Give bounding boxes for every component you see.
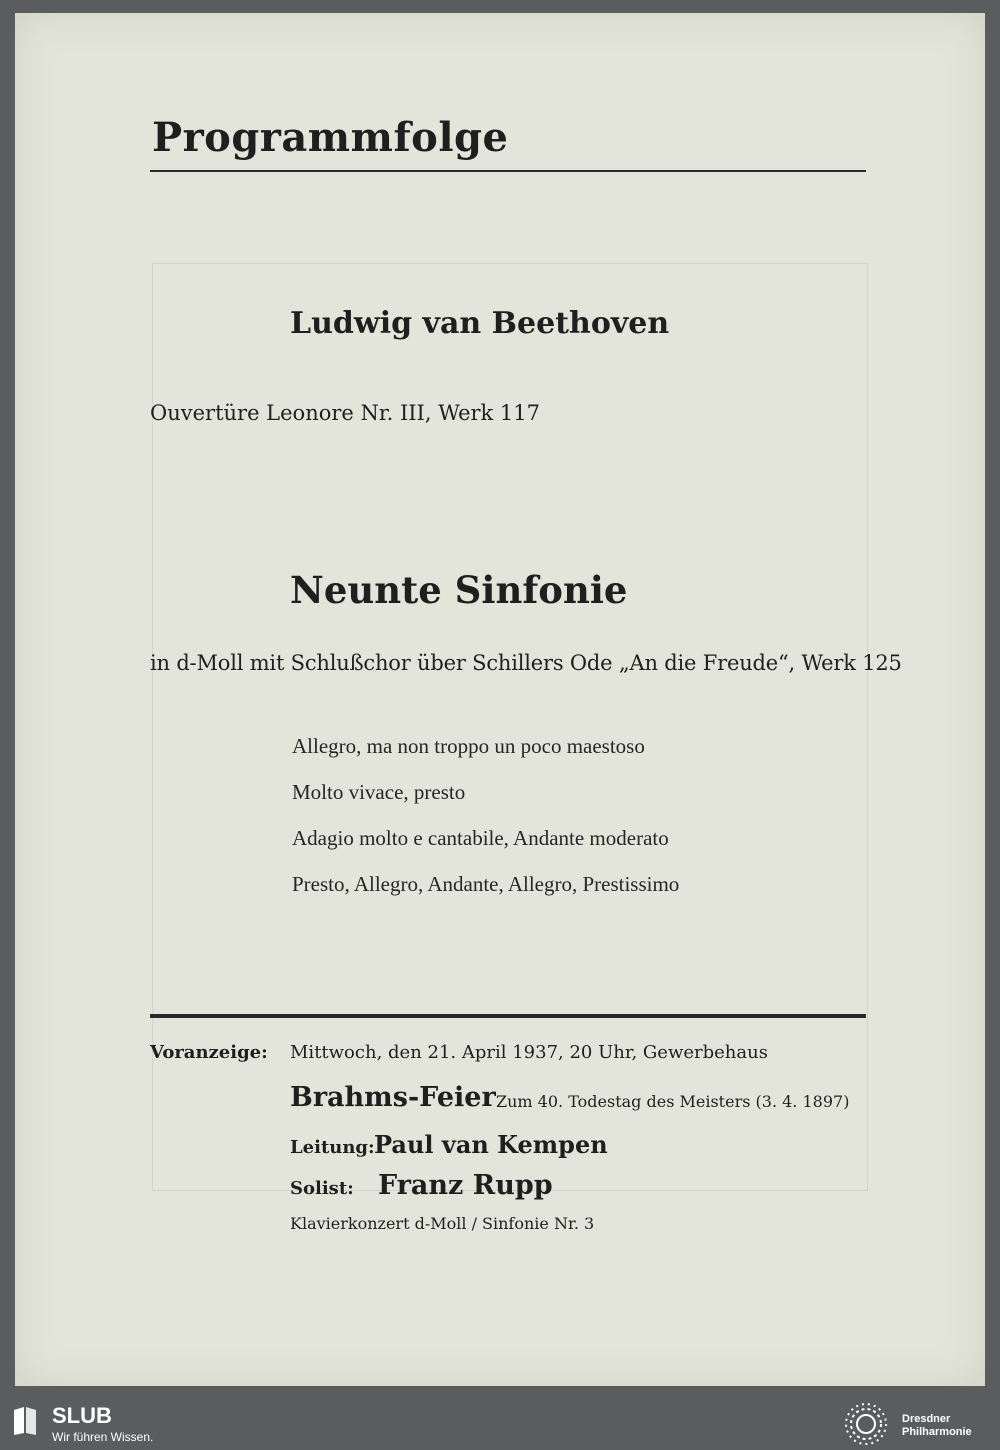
book-icon — [12, 1406, 38, 1436]
page-title: Programmfolge — [152, 114, 509, 161]
event-subtitle: Zum 40. Todestag des Meisters (3. 4. 1897) — [496, 1092, 850, 1111]
soloist-name: Franz Rupp — [378, 1170, 553, 1201]
movement-item: Molto vivace, presto — [292, 780, 466, 804]
orchestra-logo-line2[interactable]: Philharmonie — [902, 1426, 972, 1438]
preview-works: Klavierkonzert d-Moll / Sinfonie Nr. 3 — [290, 1214, 595, 1233]
soloist-label: Solist: — [290, 1178, 354, 1199]
preview-label: Voranzeige: — [150, 1042, 268, 1063]
movement-item: Adagio molto e cantabile, Andante moderato — [292, 826, 669, 850]
symphony-title: Neunte Sinfonie — [290, 568, 628, 612]
sunburst-logo-icon — [840, 1402, 892, 1446]
overture-line: Ouvertüre Leonore Nr. III, Werk 117 — [150, 401, 541, 425]
section-divider — [150, 1014, 866, 1018]
slub-logo-text[interactable]: SLUB — [52, 1403, 112, 1428]
preview-date-line: Mittwoch, den 21. April 1937, 20 Uhr, Gewerbehaus — [290, 1042, 768, 1063]
slub-tagline: Wir führen Wissen. — [52, 1430, 154, 1444]
symphony-subtitle: in d-Moll mit Schlußchor über Schillers Ode „An die Freude“, Werk 125 — [150, 651, 902, 675]
orchestra-logo-line1[interactable]: Dresdner — [902, 1413, 951, 1425]
event-title: Brahms-Feier — [290, 1082, 496, 1113]
movement-item: Allegro, ma non troppo un poco maestoso — [292, 734, 645, 758]
conductor-label: Leitung: — [290, 1137, 375, 1158]
composer-name: Ludwig van Beethoven — [290, 306, 670, 341]
conductor-name: Paul van Kempen — [374, 1130, 608, 1159]
title-divider — [150, 170, 866, 172]
movement-item: Presto, Allegro, Andante, Allegro, Prestissimo — [292, 872, 680, 896]
